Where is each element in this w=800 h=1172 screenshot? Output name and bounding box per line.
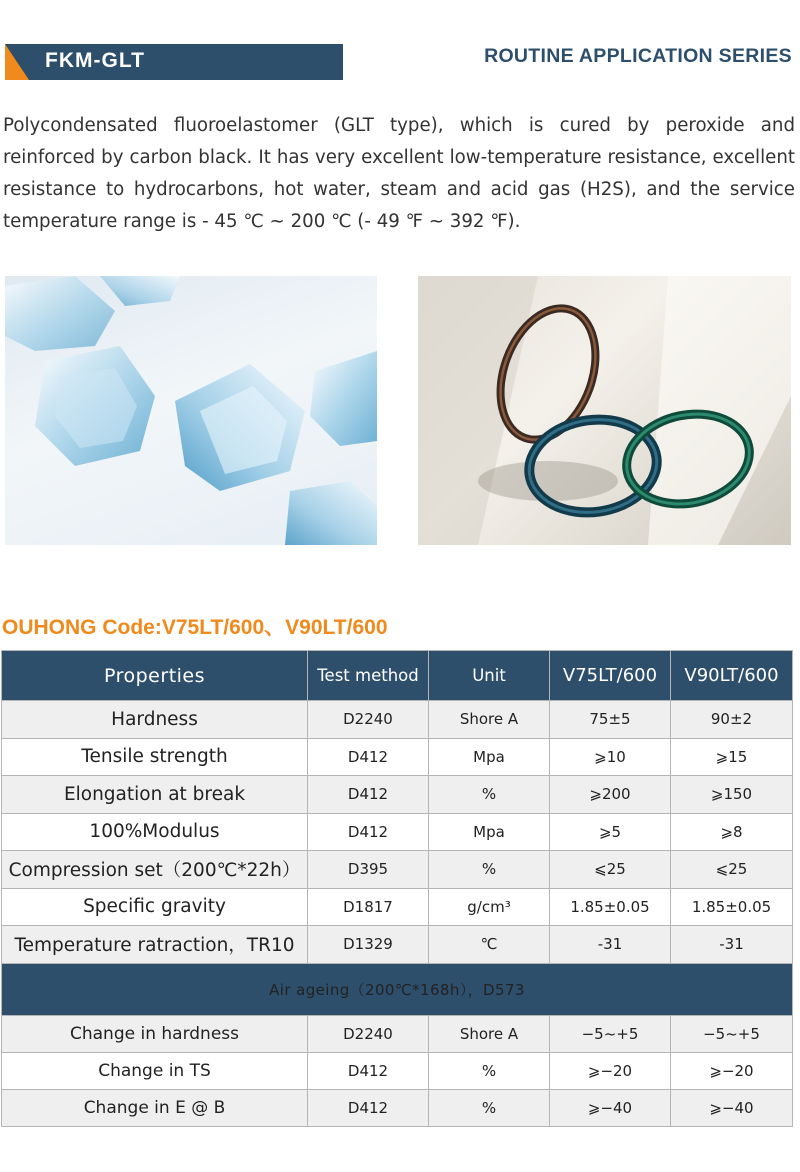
o-rings-photo bbox=[418, 276, 791, 545]
property-name: Tensile strength bbox=[2, 738, 308, 776]
property-name: Hardness bbox=[2, 701, 308, 739]
v75lt-value: ⩾−40 bbox=[550, 1089, 671, 1126]
header-test-method: Test method bbox=[308, 651, 429, 701]
test-method: D412 bbox=[308, 738, 429, 776]
v75lt-value: ⩾200 bbox=[550, 776, 671, 814]
test-method: D412 bbox=[308, 813, 429, 851]
header-properties: Properties bbox=[2, 651, 308, 701]
v75lt-value: ⩽25 bbox=[550, 851, 671, 889]
properties-table bbox=[1, 650, 793, 1127]
ouhong-code: OUHONG Code:V75LT/600、V90LT/600 bbox=[2, 616, 388, 639]
table-row bbox=[2, 813, 793, 851]
table-row bbox=[2, 701, 793, 739]
property-name: Compression set（200℃*22h） bbox=[2, 851, 308, 889]
test-method: D1817 bbox=[308, 888, 429, 926]
unit: % bbox=[429, 1052, 550, 1089]
table-row bbox=[2, 926, 793, 964]
v90lt-value: ⩾−20 bbox=[671, 1052, 793, 1089]
unit: Mpa bbox=[429, 813, 550, 851]
v75lt-value: ⩾10 bbox=[550, 738, 671, 776]
table-row bbox=[2, 1015, 793, 1052]
v75lt-value: 1.85±0.05 bbox=[550, 888, 671, 926]
header-v75lt: V75LT/600 bbox=[550, 651, 671, 701]
v75lt-value: -31 bbox=[550, 926, 671, 964]
table-row bbox=[2, 888, 793, 926]
orange-corner-accent bbox=[5, 44, 29, 80]
v90lt-value: ⩾15 bbox=[671, 738, 793, 776]
unit: g/cm³ bbox=[429, 888, 550, 926]
unit: % bbox=[429, 776, 550, 814]
v90lt-value: ⩾8 bbox=[671, 813, 793, 851]
test-method: D412 bbox=[308, 1052, 429, 1089]
v90lt-value: ⩾150 bbox=[671, 776, 793, 814]
table-row bbox=[2, 776, 793, 814]
title-bar bbox=[5, 44, 343, 80]
test-method: D412 bbox=[308, 1089, 429, 1126]
product-title: FKM-GLT bbox=[45, 49, 145, 72]
v90lt-value: 90±2 bbox=[671, 701, 793, 739]
test-method: D2240 bbox=[308, 701, 429, 739]
unit: % bbox=[429, 1089, 550, 1126]
unit: % bbox=[429, 851, 550, 889]
v90lt-value: −5~+5 bbox=[671, 1015, 793, 1052]
v90lt-value: 1.85±0.05 bbox=[671, 888, 793, 926]
series-heading: ROUTINE APPLICATION SERIES bbox=[484, 45, 792, 67]
o-rings-illustration bbox=[418, 276, 791, 545]
v90lt-value: ⩽25 bbox=[671, 851, 793, 889]
table-header-row bbox=[2, 651, 793, 701]
table-row bbox=[2, 851, 793, 889]
table-row bbox=[2, 1089, 793, 1126]
property-name: Elongation at break bbox=[2, 776, 308, 814]
unit: Mpa bbox=[429, 738, 550, 776]
ice-cubes-illustration bbox=[5, 276, 377, 545]
test-method: D2240 bbox=[308, 1015, 429, 1052]
header-unit: Unit bbox=[429, 651, 550, 701]
v75lt-value: −5~+5 bbox=[550, 1015, 671, 1052]
table-row bbox=[2, 1052, 793, 1089]
property-name: Change in hardness bbox=[2, 1015, 308, 1052]
ice-cubes-photo bbox=[5, 276, 377, 545]
property-name: Change in E @ B bbox=[2, 1089, 308, 1126]
table-row bbox=[2, 738, 793, 776]
test-method: D1329 bbox=[308, 926, 429, 964]
product-description: Polycondensated fluoroelastomer (GLT type), which is cured by peroxide and reinforced by carbon black. It has very excellent low-temperature resistance, excellent resistance to hydrocarbons, hot water, steam and acid gas (H2S), and the service temperature range is - 45 ℃ ~ 200 ℃ (- 49 ℉ ~ 392 ℉). bbox=[3, 115, 795, 232]
v75lt-value: ⩾−20 bbox=[550, 1052, 671, 1089]
property-name: Temperature ratraction，TR10 bbox=[2, 926, 308, 964]
v90lt-value: ⩾−40 bbox=[671, 1089, 793, 1126]
v75lt-value: 75±5 bbox=[550, 701, 671, 739]
property-name: Specific gravity bbox=[2, 888, 308, 926]
header-v90lt: V90LT/600 bbox=[671, 651, 793, 701]
test-method: D412 bbox=[308, 776, 429, 814]
property-name: Change in TS bbox=[2, 1052, 308, 1089]
property-name: 100%Modulus bbox=[2, 813, 308, 851]
unit: ℃ bbox=[429, 926, 550, 964]
unit: Shore A bbox=[429, 701, 550, 739]
air-ageing-heading: Air ageing（200℃*168h），D573 bbox=[2, 963, 793, 1015]
air-ageing-section-row bbox=[2, 963, 793, 1015]
unit: Shore A bbox=[429, 1015, 550, 1052]
test-method: D395 bbox=[308, 851, 429, 889]
v90lt-value: -31 bbox=[671, 926, 793, 964]
v75lt-value: ⩾5 bbox=[550, 813, 671, 851]
